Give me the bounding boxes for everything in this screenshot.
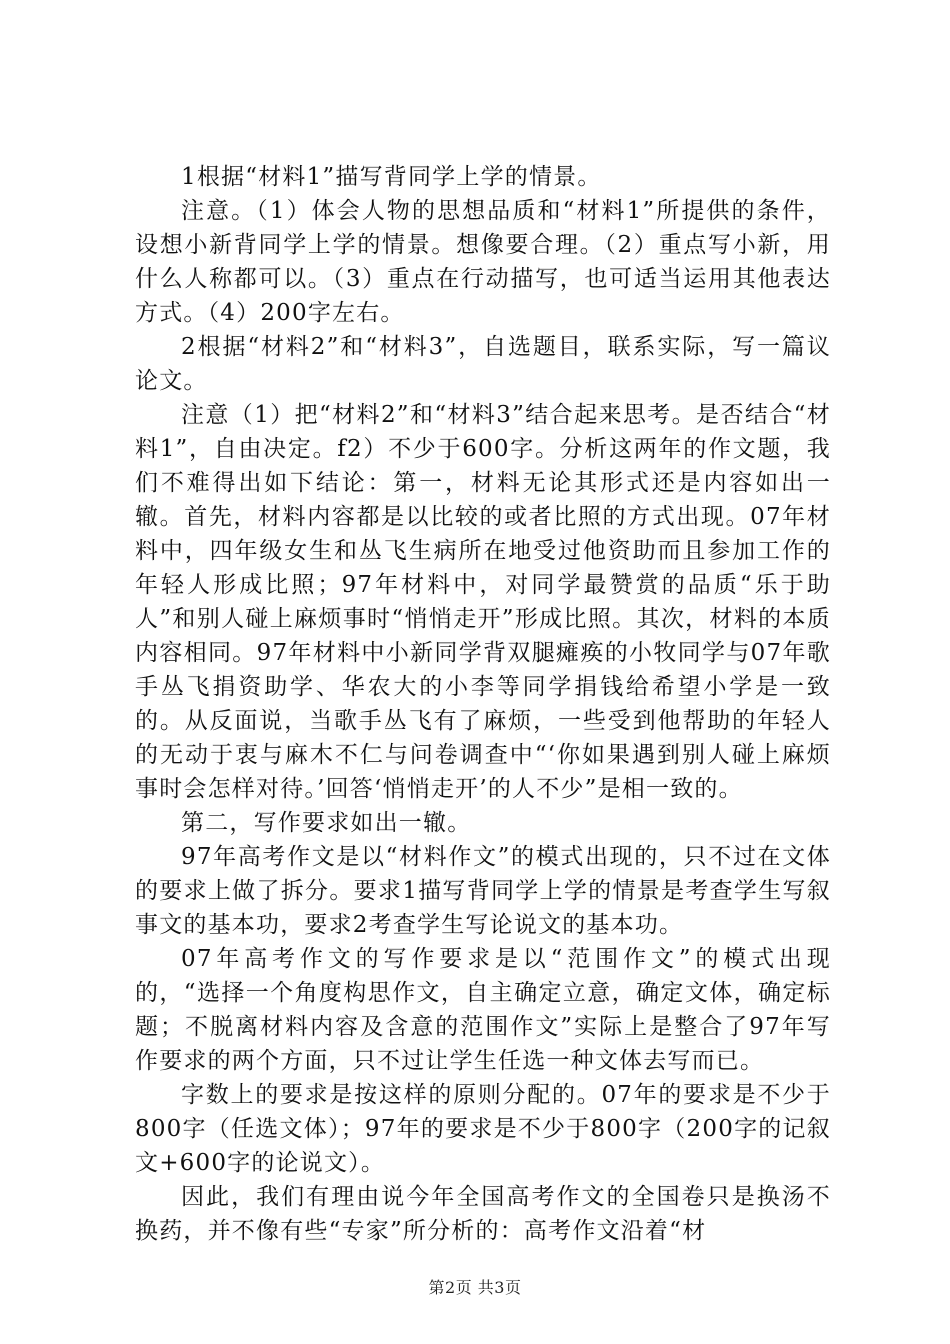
paragraph-97-requirements: 97年高考作文是以“材料作文”的模式出现的，只不过在文体的要求上做了拆分。要求1描写背同学上学的情景是考查学生写叙事文的基本功，要求2考查学生写论说文的基本功。 <box>135 844 831 938</box>
paragraph-07-requirements: 07年高考作文的写作要求是以“范围作文”的模式出现的，“选择一个角度构思作文，自主确定立意，确定文体，确定标题；不脱离材料内容及含意的范围作文”实际上是整合了97年写作要求的两个方面，只不过让学生任选一种文体去写而已。 <box>135 946 831 1074</box>
paragraph-second-point: 第二，写作要求如出一辙。 <box>181 810 472 836</box>
page-number-label: 第2页 共3页 <box>428 1278 522 1297</box>
paragraph-conclusion: 因此，我们有理由说今年全国高考作文的全国卷只是换汤不换药，并不像有些“专家”所分析的：高考作文沿着“材 <box>135 1184 831 1244</box>
document-body <box>135 160 831 1248</box>
page-footer <box>0 1275 950 1298</box>
paragraph-task-1: 1根据“材料1”描写背同学上学的情景。 <box>181 164 602 190</box>
paragraph-word-count: 字数上的要求是按这样的原则分配的。07年的要求是不少于800字（任选文体）；97年的要求是不少于800字（200字的记叙文+600字的论说文）。 <box>135 1082 831 1176</box>
paragraph-task-2: 2根据“材料2”和“材料3”，自选题目，联系实际，写一篇议论文。 <box>135 334 831 394</box>
paragraph-task-2-notes-analysis: 注意（1）把“材料2”和“材料3”结合起来思考。是否结合“材料1”，自由决定。f2）不少于600字。分析这两年的作文题，我们不难得出如下结论：第一，材料无论其形式还是内容如出一辙。首先，材料内容都是以比较的或者比照的方式出现。07年材料中，四年级女生和丛飞生病所在地受过他资助而且参加工作的年轻人形成比照；97年材料中，对同学最赞赏的品质“乐于助人”和别人碰上麻烦事时“悄悄走开”形成比照。其次，材料的本质内容相同。97年材料中小新同学背双腿瘫痪的小牧同学与07年歌手丛飞捐资助学、华农大的小李等同学捐钱给希望小学是一致的。从反面说，当歌手丛飞有了麻烦，一些受到他帮助的年轻人的无动于衷与麻木不仁与问卷调查中“‘你如果遇到别人碰上麻烦事时会怎样对待。’回答‘悄悄走开’的人不少”是相一致的。 <box>135 402 831 802</box>
paragraph-task-1-notes: 注意。（1）体会人物的思想品质和“材料1”所提供的条件，设想小新背同学上学的情景。想像要合理。（2）重点写小新，用什么人称都可以。（3）重点在行动描写，也可适当运用其他表达方式。（4）200字左右。 <box>135 198 831 326</box>
